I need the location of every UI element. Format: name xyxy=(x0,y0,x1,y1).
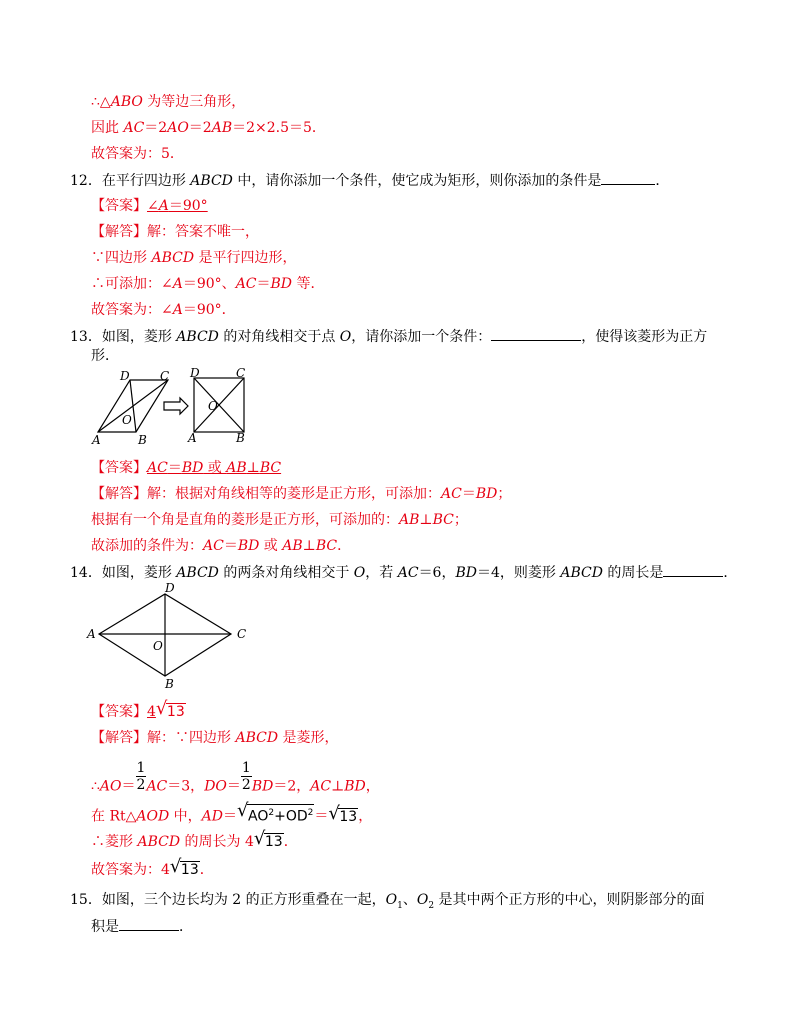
fraction-half: $\frac{1}{2}$ xyxy=(241,760,251,793)
q12-solution-3: ∴可添加：∠A＝90°、AC＝BD 等． xyxy=(91,276,325,292)
label-b2: B xyxy=(236,431,245,445)
label-o2: O xyxy=(208,399,218,413)
q11-line-2: 因此 AC＝2AO＝2AB＝2×2.5＝5． xyxy=(91,120,326,136)
answer-blank xyxy=(601,170,655,185)
label-d: D xyxy=(120,369,130,383)
q13-solution-1: 【解答】解：根据对角线相等的菱形是正方形，可添加：AC＝BD； xyxy=(91,486,512,502)
label-o: O xyxy=(153,639,163,653)
fraction-half: $\frac{1}{2}$ xyxy=(136,760,146,793)
q13-figure xyxy=(88,368,258,448)
q12-solution-4: 故答案为：∠A＝90°． xyxy=(91,302,236,318)
arrow-icon xyxy=(164,398,188,414)
label-b: B xyxy=(165,677,174,691)
label-a2: A xyxy=(188,431,197,445)
q13-question-cont: 形． xyxy=(91,348,119,364)
q13-solution-2: 根据有一个角是直角的菱形是正方形，可添加的：AB⊥BC； xyxy=(91,512,468,528)
label-c: C xyxy=(160,369,170,383)
label-c: C xyxy=(237,627,247,641)
q11-line-1: ∴△ABO 为等边三角形， xyxy=(91,94,246,110)
q14-answer: 【答案】4√ 13 xyxy=(91,702,186,722)
answer-blank xyxy=(663,562,723,577)
q14-solution-5: 故答案为：4√ 13． xyxy=(91,860,214,880)
label-b: B xyxy=(138,433,147,447)
q14-figure xyxy=(85,582,255,692)
label-d2: D xyxy=(190,368,200,380)
q13-question: 13．如图，菱形 ABCD 的对角线相交于点 O，请你添加一个条件： ，使得该菱形为正方 xyxy=(70,326,707,346)
label-a: A xyxy=(87,627,96,641)
q12-answer: 【答案】∠A＝90° xyxy=(91,198,208,214)
q13-answer: 【答案】AC＝BD 或 AB⊥BC xyxy=(91,460,282,476)
q15-question-cont: 积是 ． xyxy=(91,916,193,936)
answer-blank xyxy=(491,326,581,341)
label-o: O xyxy=(122,413,132,427)
label-a: A xyxy=(92,433,101,447)
q14-solution-3: 在 Rt△AOD 中，AD＝√ $AO^2+OD^2=√$ 13， xyxy=(91,804,372,824)
q12-question: 12．在平行四边形 ABCD 中，请你添加一个条件，使它成为矩形，则你添加的条件是 ． xyxy=(70,170,669,190)
q14-question: 14．如图，菱形 ABCD 的两条对角线相交于 O，若 AC＝6，BD＝4，则菱形 ABCD 的周长是 ． xyxy=(70,562,737,582)
q12-solution-1: 【解答】解：答案不唯一， xyxy=(91,224,259,240)
q11-line-3: 故答案为：5． xyxy=(91,146,184,162)
label-c2: C xyxy=(236,368,246,380)
q14-solution-2: ∴AO＝ $\frac{1}{2}$ AC＝3，DO＝ $\frac{1}{2}$ BD＝2，AC⊥BD， xyxy=(91,760,380,795)
q12-solution-2: ∵四边形 ABCD 是平行四边形， xyxy=(91,250,297,266)
q15-question: 15．如图，三个边长均为 2 的正方形重叠在一起，$O_1$、$O_2$ 是其中两个正方形的中心，则阴影部分的面 xyxy=(70,892,705,911)
q13-solution-3: 故添加的条件为：AC＝BD 或 AB⊥BC． xyxy=(91,538,352,554)
q14-solution-1: 【解答】解：∵四边形 ABCD 是菱形， xyxy=(91,730,339,746)
q14-solution-4: ∴菱形 ABCD 的周长为 4√ 13． xyxy=(91,832,298,852)
answer-blank xyxy=(119,916,179,931)
label-d: D xyxy=(165,582,175,595)
